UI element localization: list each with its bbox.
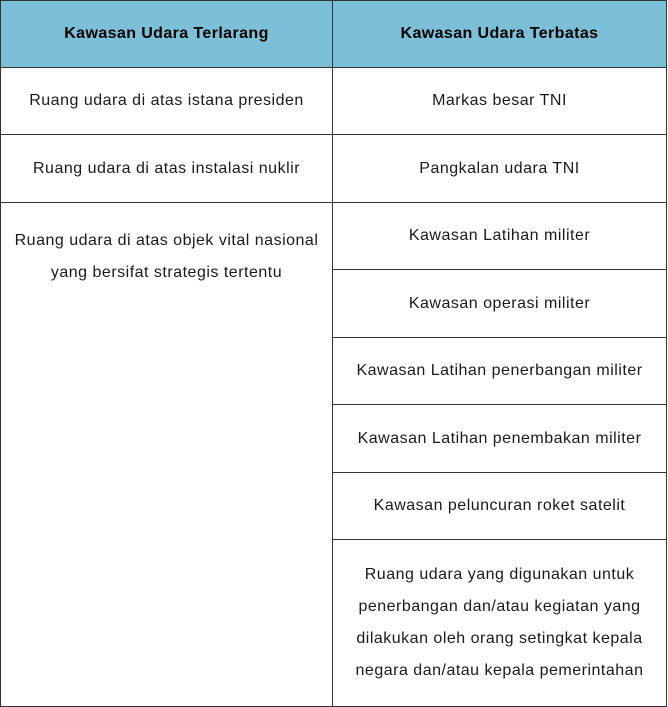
restricted-item-3: Kawasan Latihan militer <box>333 203 667 270</box>
restricted-item-8-text: Ruang udara yang digunakan untuk penerbangan dan/atau kegiatan yang dilakukan oleh orang setingkat kepala negara dan/atau kepala pemerintahan <box>355 566 644 679</box>
restricted-item-8 <box>333 540 667 707</box>
restricted-item-2: Pangkalan udara TNI <box>333 135 667 203</box>
prohibited-item-3 <box>0 203 333 707</box>
prohibited-item-3-text: Ruang udara di atas objek vital nasional yang bersifat strategis tertentu <box>14 232 319 282</box>
restricted-item-4: Kawasan operasi militer <box>333 270 667 338</box>
restricted-item-7: Kawasan peluncuran roket satelit <box>333 473 667 540</box>
prohibited-item-2: Ruang udara di atas instalasi nuklir <box>0 135 333 203</box>
restricted-item-6: Kawasan Latihan penembakan militer <box>333 405 667 473</box>
prohibited-item-1: Ruang udara di atas istana presiden <box>0 68 333 135</box>
header-restricted-airspace: Kawasan Udara Terbatas <box>333 0 667 68</box>
restricted-item-5: Kawasan Latihan penerbangan militer <box>333 338 667 405</box>
header-prohibited-airspace: Kawasan Udara Terlarang <box>0 0 333 68</box>
restricted-item-1: Markas besar TNI <box>333 68 667 135</box>
